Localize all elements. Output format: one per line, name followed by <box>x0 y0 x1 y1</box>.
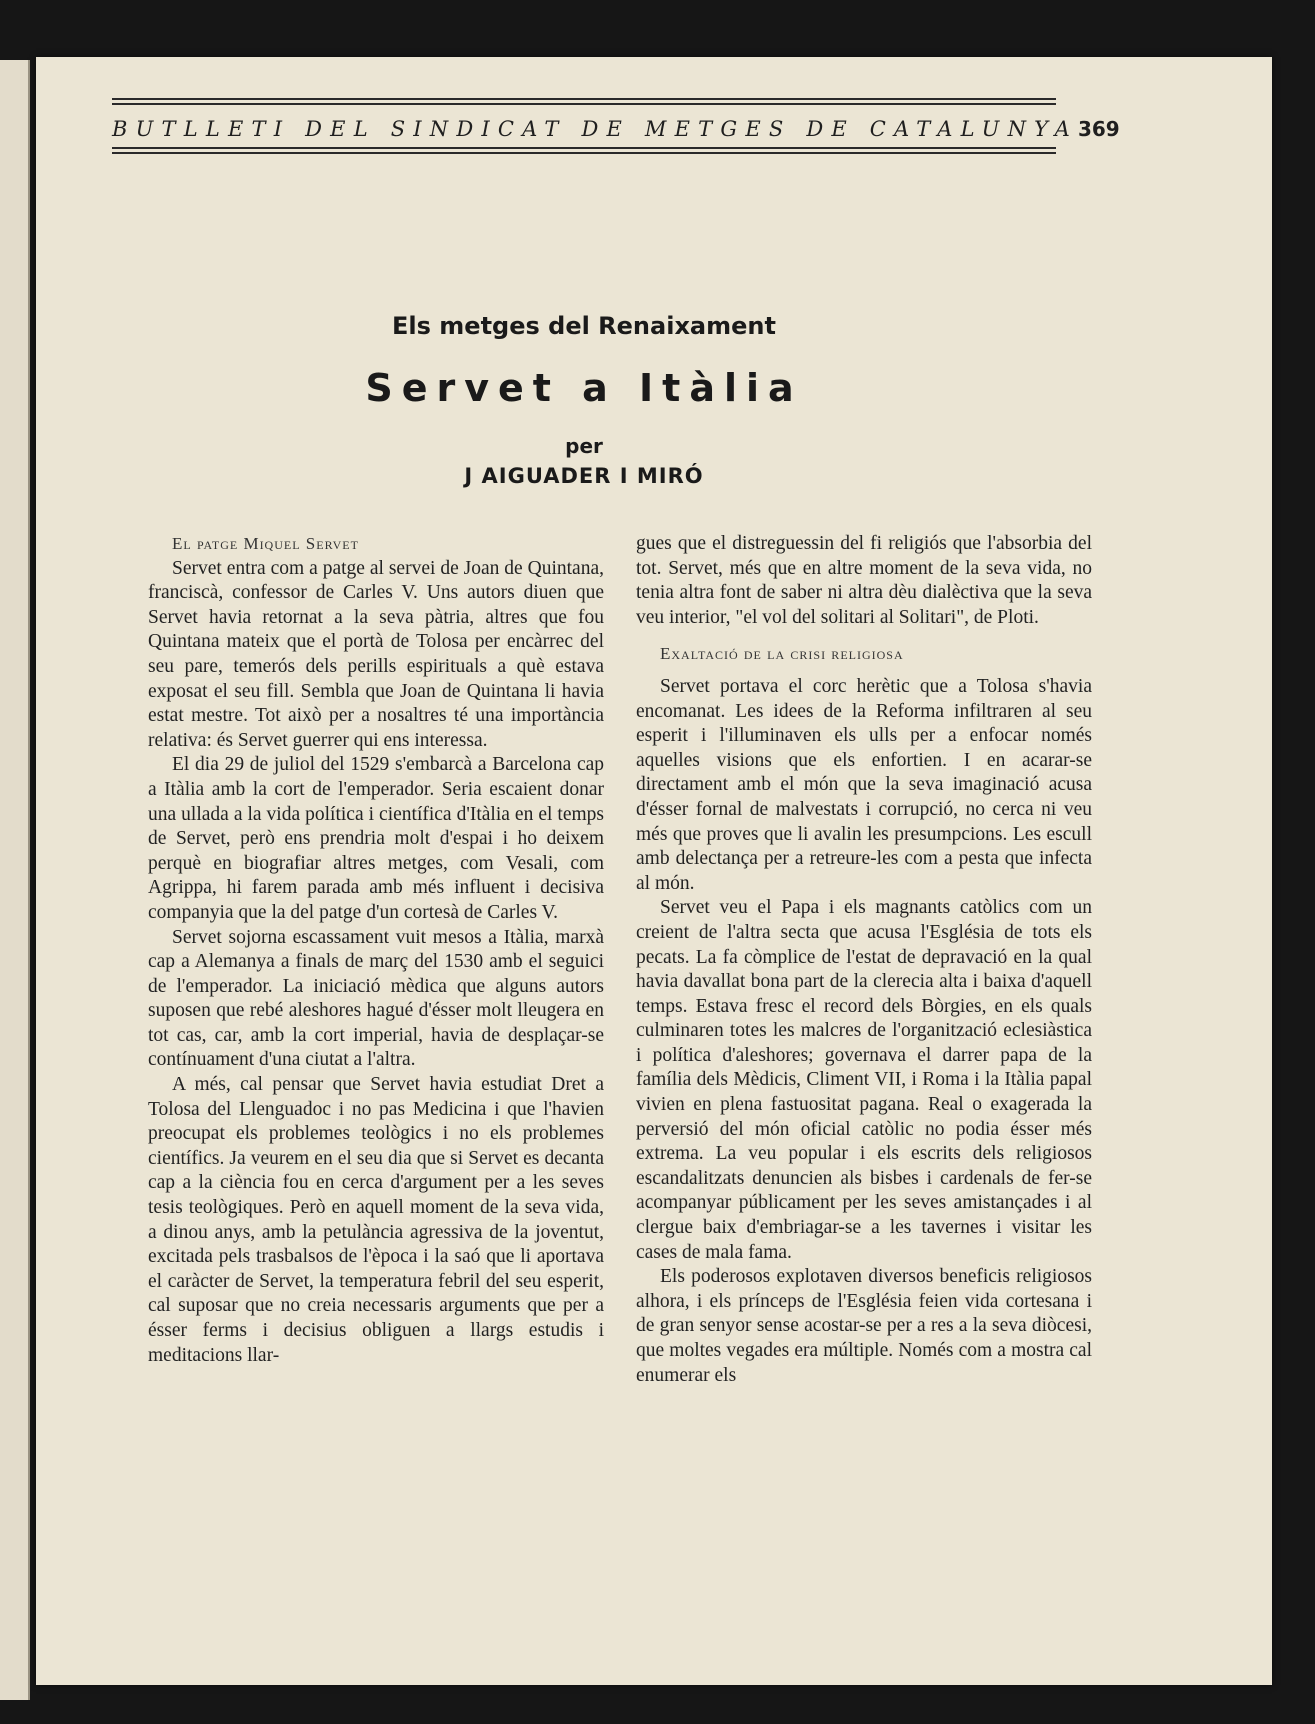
paragraph: A més, cal pensar que Servet havia estudiat Dret a Tolosa del Llenguadoc i no pas Medicina i que l'havien preocupat els problemes teològics i no els problemes científics. Ja veurem en el seu dia que si Servet es decanta cap a la ciència fou en cerca d'argument per a les seves tesis teològiques. Però en aquell moment de la seva vida, a dinou anys, amb la petulància agressiva de la joventut, excitada pels trasbalsos de l'època i la saó que li aportava el caràcter de Servet, la temperatura febril del seu esperit, cal suposar que no creia necessaris arguments que per a ésser ferms i decisius obliguen a llargs estudis i meditacions llar- <box>148 1074 604 1366</box>
paragraph: Servet veu el Papa i els magnants catòlics com un creient de l'altra secta que acusa l'Església de tots els pecats. La fa còmplice de l'estat de depravació en la qual havia davallat bona part de la clerecia alta i baixa d'aquell temps. Estava fresc el record dels Bòrgies, en els quals culminaren totes les malcres de l'organització eclesiàstica i política d'aleshores; governava el darrer papa de la família dels Mèdicis, Climent VII, i Roma i la Itàlia papal vivien en plena fastuositat pagana. Real o exagerada la perversió del món oficial catòlic no podia ésser més extrema. La veu popular i els escrits dels religiosos escandalitzats denuncien als bisbes i cardenals de fer-se acompanyar públicament per les seves amistançades i al clergue baix d'embriagar-se a les tavernes i visitar les cases de mala fama. <box>636 897 1092 1263</box>
left-column <box>148 532 604 1368</box>
author-name: J AIGUADER I MIRÓ <box>464 464 704 488</box>
header-row <box>112 108 1120 147</box>
byline-per: per <box>565 434 603 458</box>
section-heading: Exaltació de la crisi religiosa <box>660 644 904 664</box>
series-title: Els metges del Renaixament <box>392 312 776 340</box>
adjacent-page-edge <box>0 60 30 1700</box>
right-column <box>636 532 1092 1388</box>
page-number: 369 <box>1077 117 1120 141</box>
running-header <box>112 98 1120 157</box>
article-title: Servet a Itàlia <box>365 366 803 410</box>
paragraph: Els poderosos explotaven diversos beneficis religiosos alhora, i els prínceps de l'Església feien vida cortesana i de gran senyor sense acostar-se per a res a la seva diòcesi, que moltes vegades era múltiple. Només com a mostra cal enumerar els <box>636 1266 1092 1386</box>
paragraph: Servet portava el corc herètic que a Tolosa s'havia encomanat. Les idees de la Reforma infiltraren al seu esperit i l'illuminaven els ulls per a enfocar només aquelles visions que els enfortien. I en acarar-se directament amb el món que la seva imaginació acusa d'ésser fornal de malvestats i corrupció, no cerca ni veu més que proves que li avalin les presumpcions. Les escull amb delectança per a retreure-les com a pesta que infecta al món. <box>636 675 1092 894</box>
paragraph: Servet entra com a patge al servei de Joan de Quintana, franciscà, confessor de Carles V. Uns autors diuen que Servet havia retornat a la seva pàtria, altres que fou Quintana mateix que el portà de Tolosa per encàrrec del seu pare, temerós dels perills espirituals a què estava exposat el seu fill. Sembla que Joan de Quintana li havia estat mestre. Tot això per a nosaltres té una importància relativa: és Servet guerrer qui ens interessa. <box>148 557 604 751</box>
header-rule-bottom <box>112 147 1056 149</box>
header-rule-top-2 <box>112 103 1056 105</box>
header-rule-bottom-2 <box>112 152 1056 154</box>
section-heading: El patge Miquel Servet <box>172 534 359 553</box>
paragraph: El dia 29 de juliol del 1529 s'embarcà a Barcelona cap a Itàlia amb la cort de l'emperador. Seria escaient donar una ullada a la vida política i científica d'Itàlia en el temps de Servet, però ens prendria molt d'espai i ho deixem perquè en biografiar altres metges, com Vesali, com Agrippa, hi farem parada amb més influent i decisiva companyia que la del patge d'un cortesà de Carles V. <box>148 754 604 923</box>
paragraph: Servet sojorna escassament vuit mesos a Itàlia, marxà cap a Alemanya a finals de març del 1530 amb el seguici de l'emperador. La iniciació mèdica que alguns autors suposen que rebé aleshores hagué d'ésser molt lleugera en tot cas, car, amb la cort imperial, havia de desplaçar-se contínuament d'una ciutat a l'altra. <box>148 926 604 1071</box>
journal-title: BUTLLETI DEL SINDICAT DE METGES DE CATALUNYA <box>112 117 1078 141</box>
header-rule-top <box>112 98 1056 100</box>
paragraph-continuation: gues que el distreguessin del fi religiós que l'absorbia del tot. Servet, més que en altre moment de la seva vida, no tenia altra font de saber ni altra dèu dialèctiva que la seva veu interior, "el vol del solitari al Solitari", de Ploti. <box>636 533 1092 628</box>
article-titles <box>112 312 1056 488</box>
